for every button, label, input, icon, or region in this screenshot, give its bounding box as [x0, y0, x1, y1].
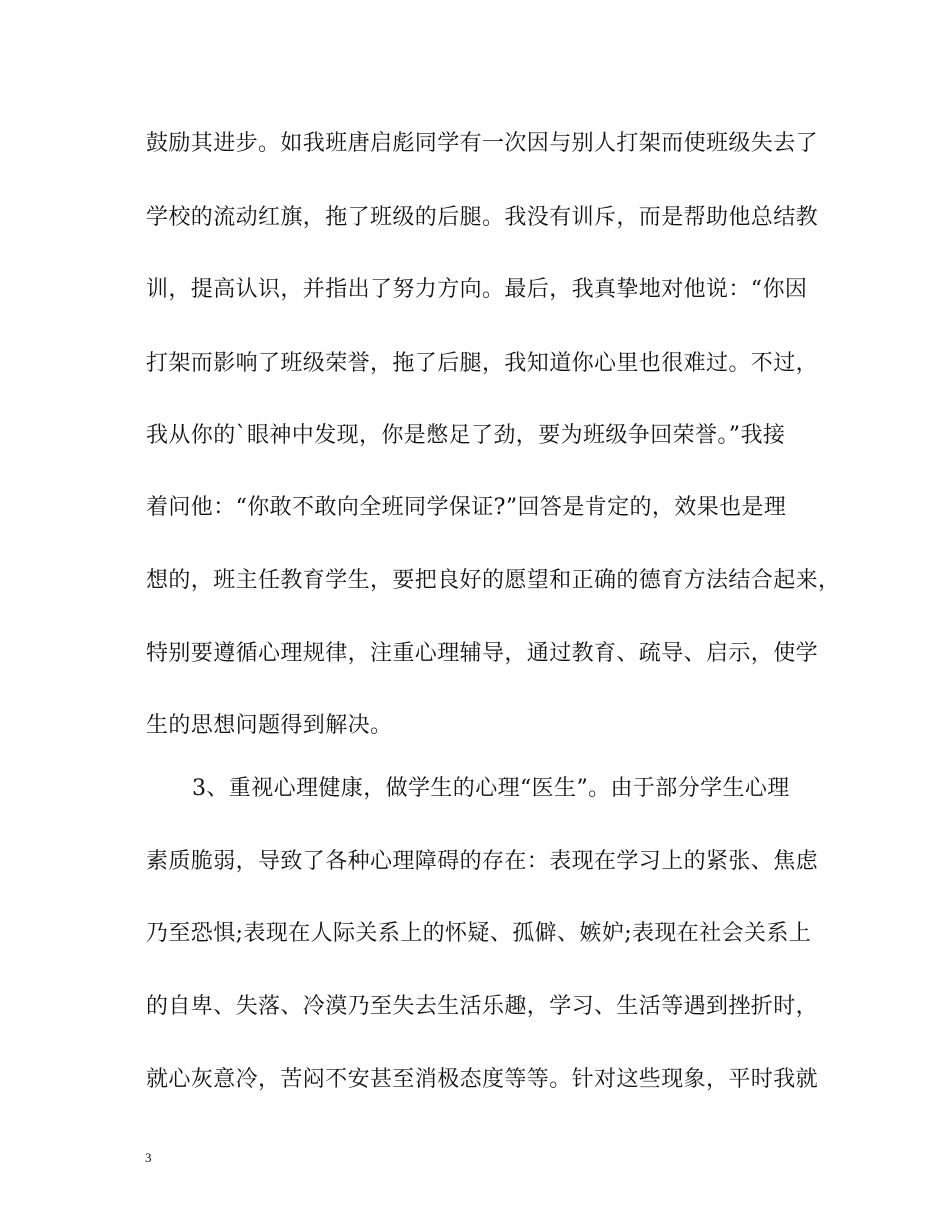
text-line-9: 生的思想问题得到解决。 — [146, 713, 393, 738]
text-line-3: 训，提高认识，并指出了努力方向。最后，我真挚地对他说：“你因 — [146, 277, 808, 302]
text-line-14: 就心灰意冷，苦闷不安甚至消极态度等等。针对这些现象，平时我就 — [146, 1067, 819, 1092]
text-line-1: 鼓励其进步。如我班唐启彪同学有一次因与别人打架而使班级失去了 — [146, 131, 819, 156]
text-line-11: 素质脆弱，导致了各种心理障碍的存在：表现在学习上的紧张、焦虑 — [146, 849, 819, 874]
text-line-12: 乃至恐惧;表现在人际关系上的怀疑、孤僻、嫉妒;表现在社会关系上 — [146, 921, 812, 946]
text-line-8: 特别要遵循心理规律，注重心理辅导，通过教育、疏导、启示，使学 — [146, 641, 819, 666]
text-line-6: 着问他：“你敢不敢向全班同学保证?”回答是肯定的，效果也是理 — [146, 495, 787, 520]
text-line-4: 打架而影响了班级荣誉，拖了后腿，我知道你心里也很难过。不过， — [146, 351, 819, 376]
text-line-5: 我从你的`眼神中发现，你是憋足了劲，要为班级争回荣誉。”我接 — [146, 423, 786, 448]
text-line-13: 的自卑、失落、冷漠乃至失去生活乐趣，学习、生活等遇到挫折时， — [146, 994, 819, 1019]
text-line-10: 3、重视心理健康，做学生的心理“医生”。由于部分学生心理 — [192, 776, 790, 801]
page-number: 3 — [145, 1150, 152, 1165]
text-line-7: 想的，班主任教育学生，要把良好的愿望和正确的德育方法结合起来， — [146, 568, 841, 593]
text-line-2: 学校的流动红旗，拖了班级的后腿。我没有训斥，而是帮助他总结教 — [146, 205, 819, 230]
